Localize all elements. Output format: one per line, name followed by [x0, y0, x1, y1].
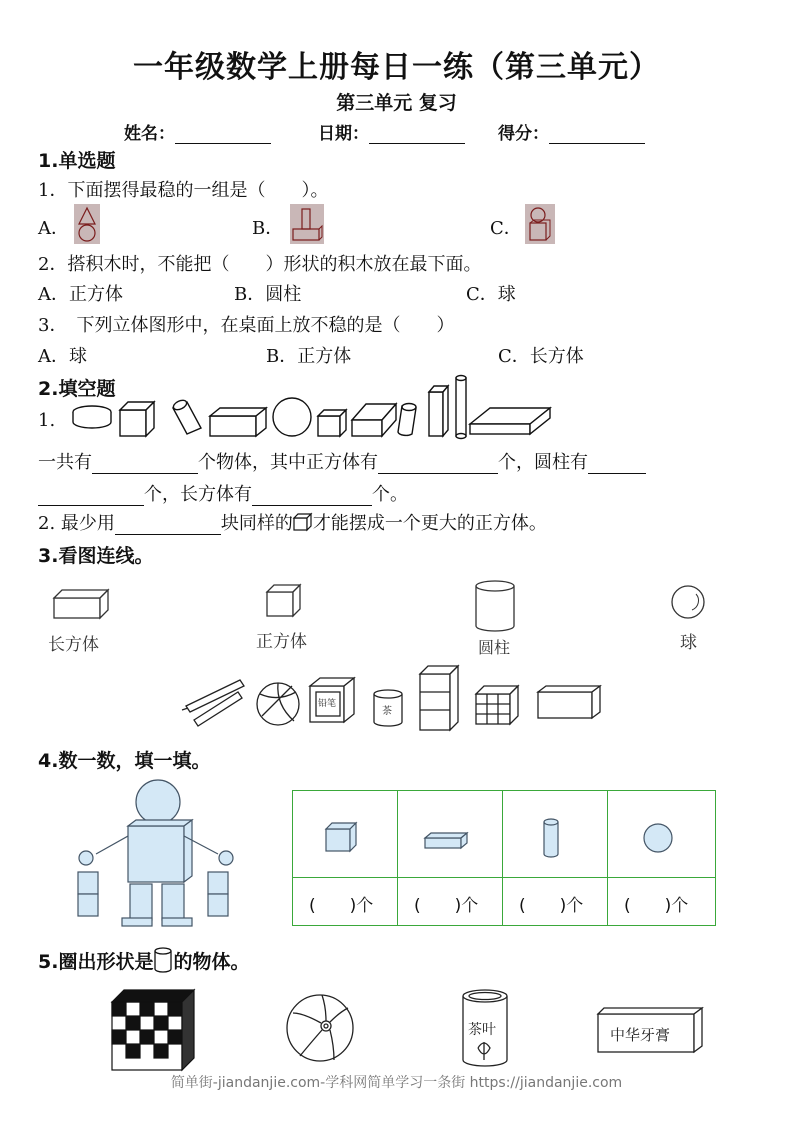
- tall-cuboid-icon: [429, 386, 448, 436]
- stack-cylinder-on-cuboid-icon: [290, 204, 324, 244]
- fill-q1-text-d: 个，长方体有: [144, 484, 252, 505]
- fill-q1-text-e: 个。: [372, 484, 408, 505]
- cube-count-blank[interactable]: [378, 455, 498, 474]
- fill-q1-text-c: 个，圆柱有: [498, 452, 588, 473]
- flat-cuboid-icon: [470, 408, 550, 434]
- fill-q1-line1: [38, 448, 646, 474]
- fill-q2-text-c: 才能摆成一个更大的正方体。: [312, 513, 547, 534]
- date-label: 日期：: [318, 124, 369, 144]
- label-cuboid[interactable]: 长方体: [48, 635, 99, 655]
- robot-body-cube: [128, 826, 184, 882]
- toothpaste-label: 中华牙膏: [610, 1026, 671, 1044]
- cube-icon: [264, 582, 306, 618]
- name-label: 姓名：: [124, 124, 175, 144]
- cabinet-icon: [420, 666, 458, 730]
- pencils-icon: [182, 680, 244, 726]
- cylinder-flat-icon: [73, 406, 111, 428]
- robot-figure: [74, 778, 240, 928]
- name-blank[interactable]: [175, 126, 271, 144]
- stack-cone-on-sphere-icon: [74, 204, 100, 244]
- cuboid-icon: [50, 586, 110, 622]
- section2-heading: 2.填空题: [38, 378, 116, 400]
- cylinder-icon: [153, 946, 173, 974]
- tea-can-text: 茶: [382, 706, 392, 717]
- q1-option-b[interactable]: B．: [252, 218, 284, 239]
- count-cell-cylinder[interactable]: ( )个: [519, 896, 584, 916]
- section5-heading-b: 的物体。: [173, 951, 250, 973]
- score-label: 得分：: [498, 124, 549, 144]
- score-field[interactable]: [498, 119, 645, 144]
- q3-option-b[interactable]: B．正方体: [266, 346, 352, 367]
- q3-option-a[interactable]: A．球: [38, 346, 87, 367]
- cube-icon: [323, 821, 363, 853]
- box-icon: [538, 686, 600, 718]
- q3-option-c[interactable]: C．长方体: [498, 346, 584, 367]
- section5-heading-a: 5.圈出形状是: [38, 951, 154, 973]
- tall-cylinder-icon: [456, 376, 466, 439]
- cylinder-tilted2-icon: [398, 404, 416, 436]
- fill-q2-text-b: 块同样的: [220, 513, 293, 534]
- q2-text: 2．搭积木时，不能把（ ）形状的积木放在最下面。: [38, 254, 482, 275]
- fill-q1-text-b: 个物体，其中正方体有: [198, 452, 378, 473]
- cuboid-icon: [210, 408, 266, 436]
- sphere-icon: [668, 584, 708, 624]
- q1-option-c[interactable]: C．: [490, 218, 522, 239]
- date-blank[interactable]: [369, 126, 465, 144]
- section3-heading: 3.看图连线。: [38, 545, 154, 567]
- sphere-icon: [273, 398, 311, 436]
- fill-q2-text-a: 2. 最少用: [38, 513, 115, 534]
- label-cylinder[interactable]: 圆柱: [478, 638, 511, 657]
- checkered-cube-icon[interactable]: [110, 988, 196, 1072]
- page-subtitle: 第三单元 复习: [336, 92, 457, 114]
- q1-text: 1．下面摆得最稳的一组是（ ）。: [38, 180, 329, 201]
- tea-can-label: 茶叶: [468, 1022, 496, 1038]
- q2-option-b[interactable]: B．圆柱: [234, 284, 302, 305]
- footer-watermark: 简单街-jiandanjie.com-学科网简单学习一条街 https://jiandanjie.com: [170, 1075, 623, 1091]
- q3-text: 3． 下列立体图形中，在桌面上放不稳的是（ ）: [38, 315, 455, 336]
- fill-q2-line: [38, 509, 547, 535]
- stack-sphere-on-cube-icon: [525, 204, 555, 244]
- cuboid-tilted-icon: [352, 404, 396, 436]
- fill-q1-number: 1.: [38, 410, 56, 431]
- count-cell-cuboid[interactable]: ( )个: [414, 896, 479, 916]
- cube-icon: [120, 402, 154, 436]
- fill-q1-line2: [38, 480, 408, 506]
- section5-heading: [38, 946, 249, 974]
- label-cube[interactable]: 正方体: [256, 632, 307, 652]
- tea-can-cylinder-icon[interactable]: [460, 986, 510, 1072]
- cuboid-icon: [423, 831, 469, 851]
- cylinder-tilted-icon: [172, 398, 201, 434]
- page-title: 一年级数学上册每日一练（第三单元）: [133, 50, 660, 85]
- beach-ball-icon[interactable]: [284, 992, 356, 1064]
- total-count-blank[interactable]: [92, 455, 198, 474]
- section4-heading: 4.数一数，填一填。: [38, 750, 211, 772]
- cylinder-icon: [541, 817, 561, 859]
- score-blank[interactable]: [549, 126, 645, 144]
- robot-head-sphere: [136, 780, 180, 824]
- cylinder-icon: [474, 578, 516, 632]
- small-cube-icon: [318, 410, 346, 436]
- q2-option-a[interactable]: A．正方体: [38, 284, 123, 305]
- count-table: [292, 790, 716, 926]
- toothpaste-box-icon[interactable]: [596, 1004, 706, 1056]
- fill-q1-text-a: 一共有: [38, 452, 92, 473]
- date-field[interactable]: [318, 119, 465, 144]
- cylinder-count-blank[interactable]: [588, 455, 646, 474]
- pencil-box-text: 铅笔: [318, 699, 337, 709]
- cylinder-count-blank-cont[interactable]: [38, 487, 144, 506]
- solid-shapes-row: [70, 374, 560, 440]
- rubiks-cube-icon: [476, 686, 518, 724]
- count-cell-cube[interactable]: ( )个: [309, 896, 374, 916]
- count-cell-sphere[interactable]: ( )个: [624, 896, 689, 916]
- cube-min-blank[interactable]: [115, 516, 221, 535]
- small-cube-icon: [293, 513, 313, 531]
- label-sphere[interactable]: 球: [680, 633, 697, 653]
- volleyball-icon: [257, 683, 299, 725]
- q1-option-a[interactable]: A．: [38, 218, 69, 239]
- objects-row: [180, 662, 610, 732]
- sphere-icon: [641, 821, 675, 855]
- q2-option-c[interactable]: C．球: [466, 284, 516, 305]
- cuboid-count-blank[interactable]: [252, 487, 372, 506]
- section1-heading: 1.单选题: [38, 150, 116, 172]
- name-field[interactable]: [124, 119, 271, 144]
